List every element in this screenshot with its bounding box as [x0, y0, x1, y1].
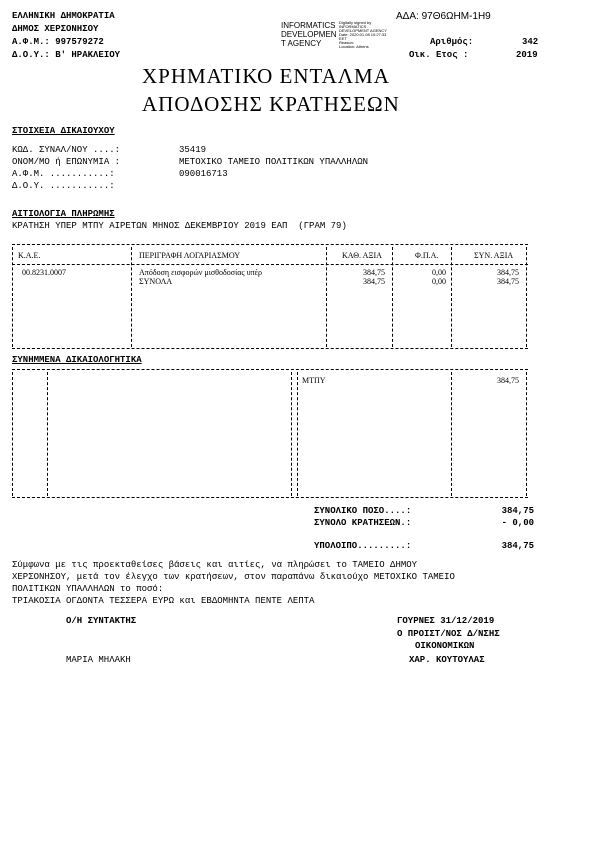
- statement-line: ΧΕΡΣΟΝΗΣΟΥ, μετά τον έλεγχο των κρατήσεων, στον παραπάνω δικαιούχο ΜΕΤΟΧΙΚΟ ΤΑΜΕΙΟ: [12, 572, 455, 582]
- description-cell: Απόδοση εισφορών μισθοδοσίας υπέρ: [139, 268, 262, 277]
- document-title: ΧΡΗΜΑΤΙΚΟ ΕΝΤΑΛΜΑ: [142, 64, 390, 88]
- issuer-line: Α.Φ.Μ.: 997579272: [12, 37, 104, 47]
- author-name: ΜΑΡΙΑ ΜΗΛΑΚΗ: [66, 655, 131, 665]
- column-line: [131, 247, 132, 347]
- amount-in-words: ΤΡΙΑΚΟΣΙΑ ΟΓΔΟΝΤΑ ΤΕΣΣΕΡΑ ΕΥΡΩ και ΕΒΔΟΜΗΝΤΑ ΠΕΝΤΕ ΛΕΠΤΑ: [12, 596, 315, 606]
- column-header: Φ.Π.Α.: [415, 251, 439, 260]
- director-role: Ο ΠΡΟΙΣΤ/ΝΟΣ Δ/ΝΣΗΣ: [397, 629, 500, 639]
- total-value: - 0,00: [501, 518, 534, 528]
- total-label: ΣΥΝΟΛΙΚΟ ΠΟΣΟ....:: [314, 506, 412, 516]
- net-cell: 384,75: [363, 268, 385, 277]
- column-header: ΣΥΝ. ΑΞΙΑ: [474, 251, 514, 260]
- field-value: 090016713: [179, 169, 228, 179]
- total-value: 384,75: [501, 506, 534, 516]
- field-label: ΟΝΟΜ/ΜΟ ή ΕΠΩΝΥΜΙΑ :: [12, 157, 121, 167]
- signature-detail: EET: [339, 36, 347, 41]
- column-line: [451, 247, 452, 347]
- author-role: Ο/Η ΣΥΝΤΑΚΤΗΣ: [66, 616, 137, 626]
- number-value: 342: [522, 37, 539, 47]
- column-line: [392, 247, 393, 347]
- field-value: 35419: [179, 145, 207, 155]
- signature-detail: Reason:: [339, 40, 354, 45]
- divider: [12, 244, 528, 245]
- column-line: [526, 372, 527, 496]
- document-subtitle: ΑΠΟΔΟΣΗΣ ΚΡΑΤΗΣΕΩΝ: [142, 92, 400, 116]
- field-label: Δ.Ο.Υ. ...........:: [12, 181, 115, 191]
- statement-line: Σύμφωνα με τις προεκταθείσες βάσεις και αιτίες, να πληρώσει το ΤΑΜΕΙΟ ΔΗΜΟΥ: [12, 560, 418, 570]
- statement-line: ΠΟΛΙΤΙΚΩΝ ΥΠΑΛΛΗΛΩΝ το ποσό:: [12, 584, 164, 594]
- total-label: ΥΠΟΛΟΙΠΟ.........:: [314, 541, 412, 551]
- year-label: Οικ. Ετος :: [409, 50, 469, 60]
- total-cell: 384,75: [497, 277, 519, 286]
- agency-line: INFORMATICS: [281, 21, 336, 30]
- ada-code: ΑΔΑ: 97Θ6ΩΗΜ-1Η9: [396, 11, 491, 22]
- column-line: [526, 247, 527, 347]
- number-label: Αριθμός:: [430, 37, 474, 47]
- column-line: [12, 372, 13, 496]
- document-label: ΜΤΠΥ: [302, 376, 326, 385]
- column-header: ΠΕΡΙΓΡΑΦΗ ΛΟΓΑΡΙΑΣΜΟΥ: [139, 251, 240, 260]
- column-line: [297, 372, 298, 496]
- column-line: [326, 247, 327, 347]
- issuer-line: ΔΗΜΟΣ ΧΕΡΣΟΝΗΣΟΥ: [12, 24, 99, 34]
- signature-detail: Digitally signed by: [339, 20, 372, 25]
- field-value: ΜΕΤΟΧΙΚΟ ΤΑΜΕΙΟ ΠΟΛΙΤΙΚΩΝ ΥΠΑΛΛΗΛΩΝ: [179, 157, 369, 167]
- documents-heading: ΣΥΝΗΜΜΕΝΑ ΔΙΚΑΙΟΛΟΓΗΤΙΚΑ: [12, 355, 142, 365]
- signature-detail: DEVELOPMENT AGENCY: [339, 28, 387, 33]
- director-name: ΧΑΡ. ΚΟΥΤΟΥΛΑΣ: [409, 655, 485, 665]
- year-value: 2019: [516, 50, 538, 60]
- agency-line: T AGENCY: [281, 39, 322, 48]
- signature-detail: Location: Athens: [339, 44, 369, 49]
- description-cell: ΣΥΝΟΛΑ: [139, 277, 173, 286]
- signature-detail: Date: 2020.01.08 10:27:33: [339, 32, 387, 37]
- document-value: 384,75: [497, 376, 519, 385]
- field-label: ΚΩΔ. ΣΥΝΑΛ/ΝΟΥ ....:: [12, 145, 121, 155]
- agency-line: DEVELOPMEN: [281, 30, 337, 39]
- column-line: [451, 372, 452, 496]
- kae-cell: 00.8231.0007: [22, 268, 66, 277]
- payment-heading: ΑΙΤΙΟΛΟΓΙΑ ΠΛΗΡΩΜΗΣ: [12, 209, 115, 219]
- signature-detail: INFORMATICS: [339, 24, 367, 29]
- issuer-line: ΕΛΛΗΝΙΚΗ ΔΗΜΟΚΡΑΤΙΑ: [12, 11, 115, 21]
- director-department: ΟΙΚΟΝΟΜΙΚΩΝ: [415, 641, 475, 651]
- column-line: [47, 372, 48, 496]
- column-line: [291, 372, 292, 496]
- divider: [12, 369, 528, 370]
- column-header: ΚΑΘ. ΑΞΙΑ: [342, 251, 382, 260]
- beneficiary-heading: ΣΤΟΙΧΕΙΑ ΔΙΚΑΙΟΥΧΟΥ: [12, 126, 115, 136]
- total-cell: 384,75: [497, 268, 519, 277]
- total-label: ΣΥΝΟΛΟ ΚΡΑΤΗΣΕΩΝ.:: [314, 518, 412, 528]
- issuer-line: Δ.Ο.Υ.: Β' ΗΡΑΚΛΕΙΟΥ: [12, 50, 121, 60]
- payment-text: ΚΡΑΤΗΣΗ ΥΠΕΡ ΜΤΠΥ ΑΙΡΕΤΩΝ ΜΗΝΟΣ ΔΕΚΕΜΒΡΙΟΥ 2019 ΕΑΠ (ΓΡΑΜ 79): [12, 221, 347, 231]
- divider: [12, 497, 528, 498]
- divider: [12, 348, 528, 349]
- place-date: ΓΟΥΡΝΕΣ 31/12/2019: [397, 616, 495, 626]
- net-cell: 384,75: [363, 277, 385, 286]
- total-value: 384,75: [501, 541, 534, 551]
- column-line: [12, 247, 13, 347]
- field-label: Α.Φ.Μ. ...........:: [12, 169, 115, 179]
- vat-cell: 0,00: [432, 277, 446, 286]
- vat-cell: 0,00: [432, 268, 446, 277]
- column-header: Κ.Α.Ε.: [18, 251, 41, 260]
